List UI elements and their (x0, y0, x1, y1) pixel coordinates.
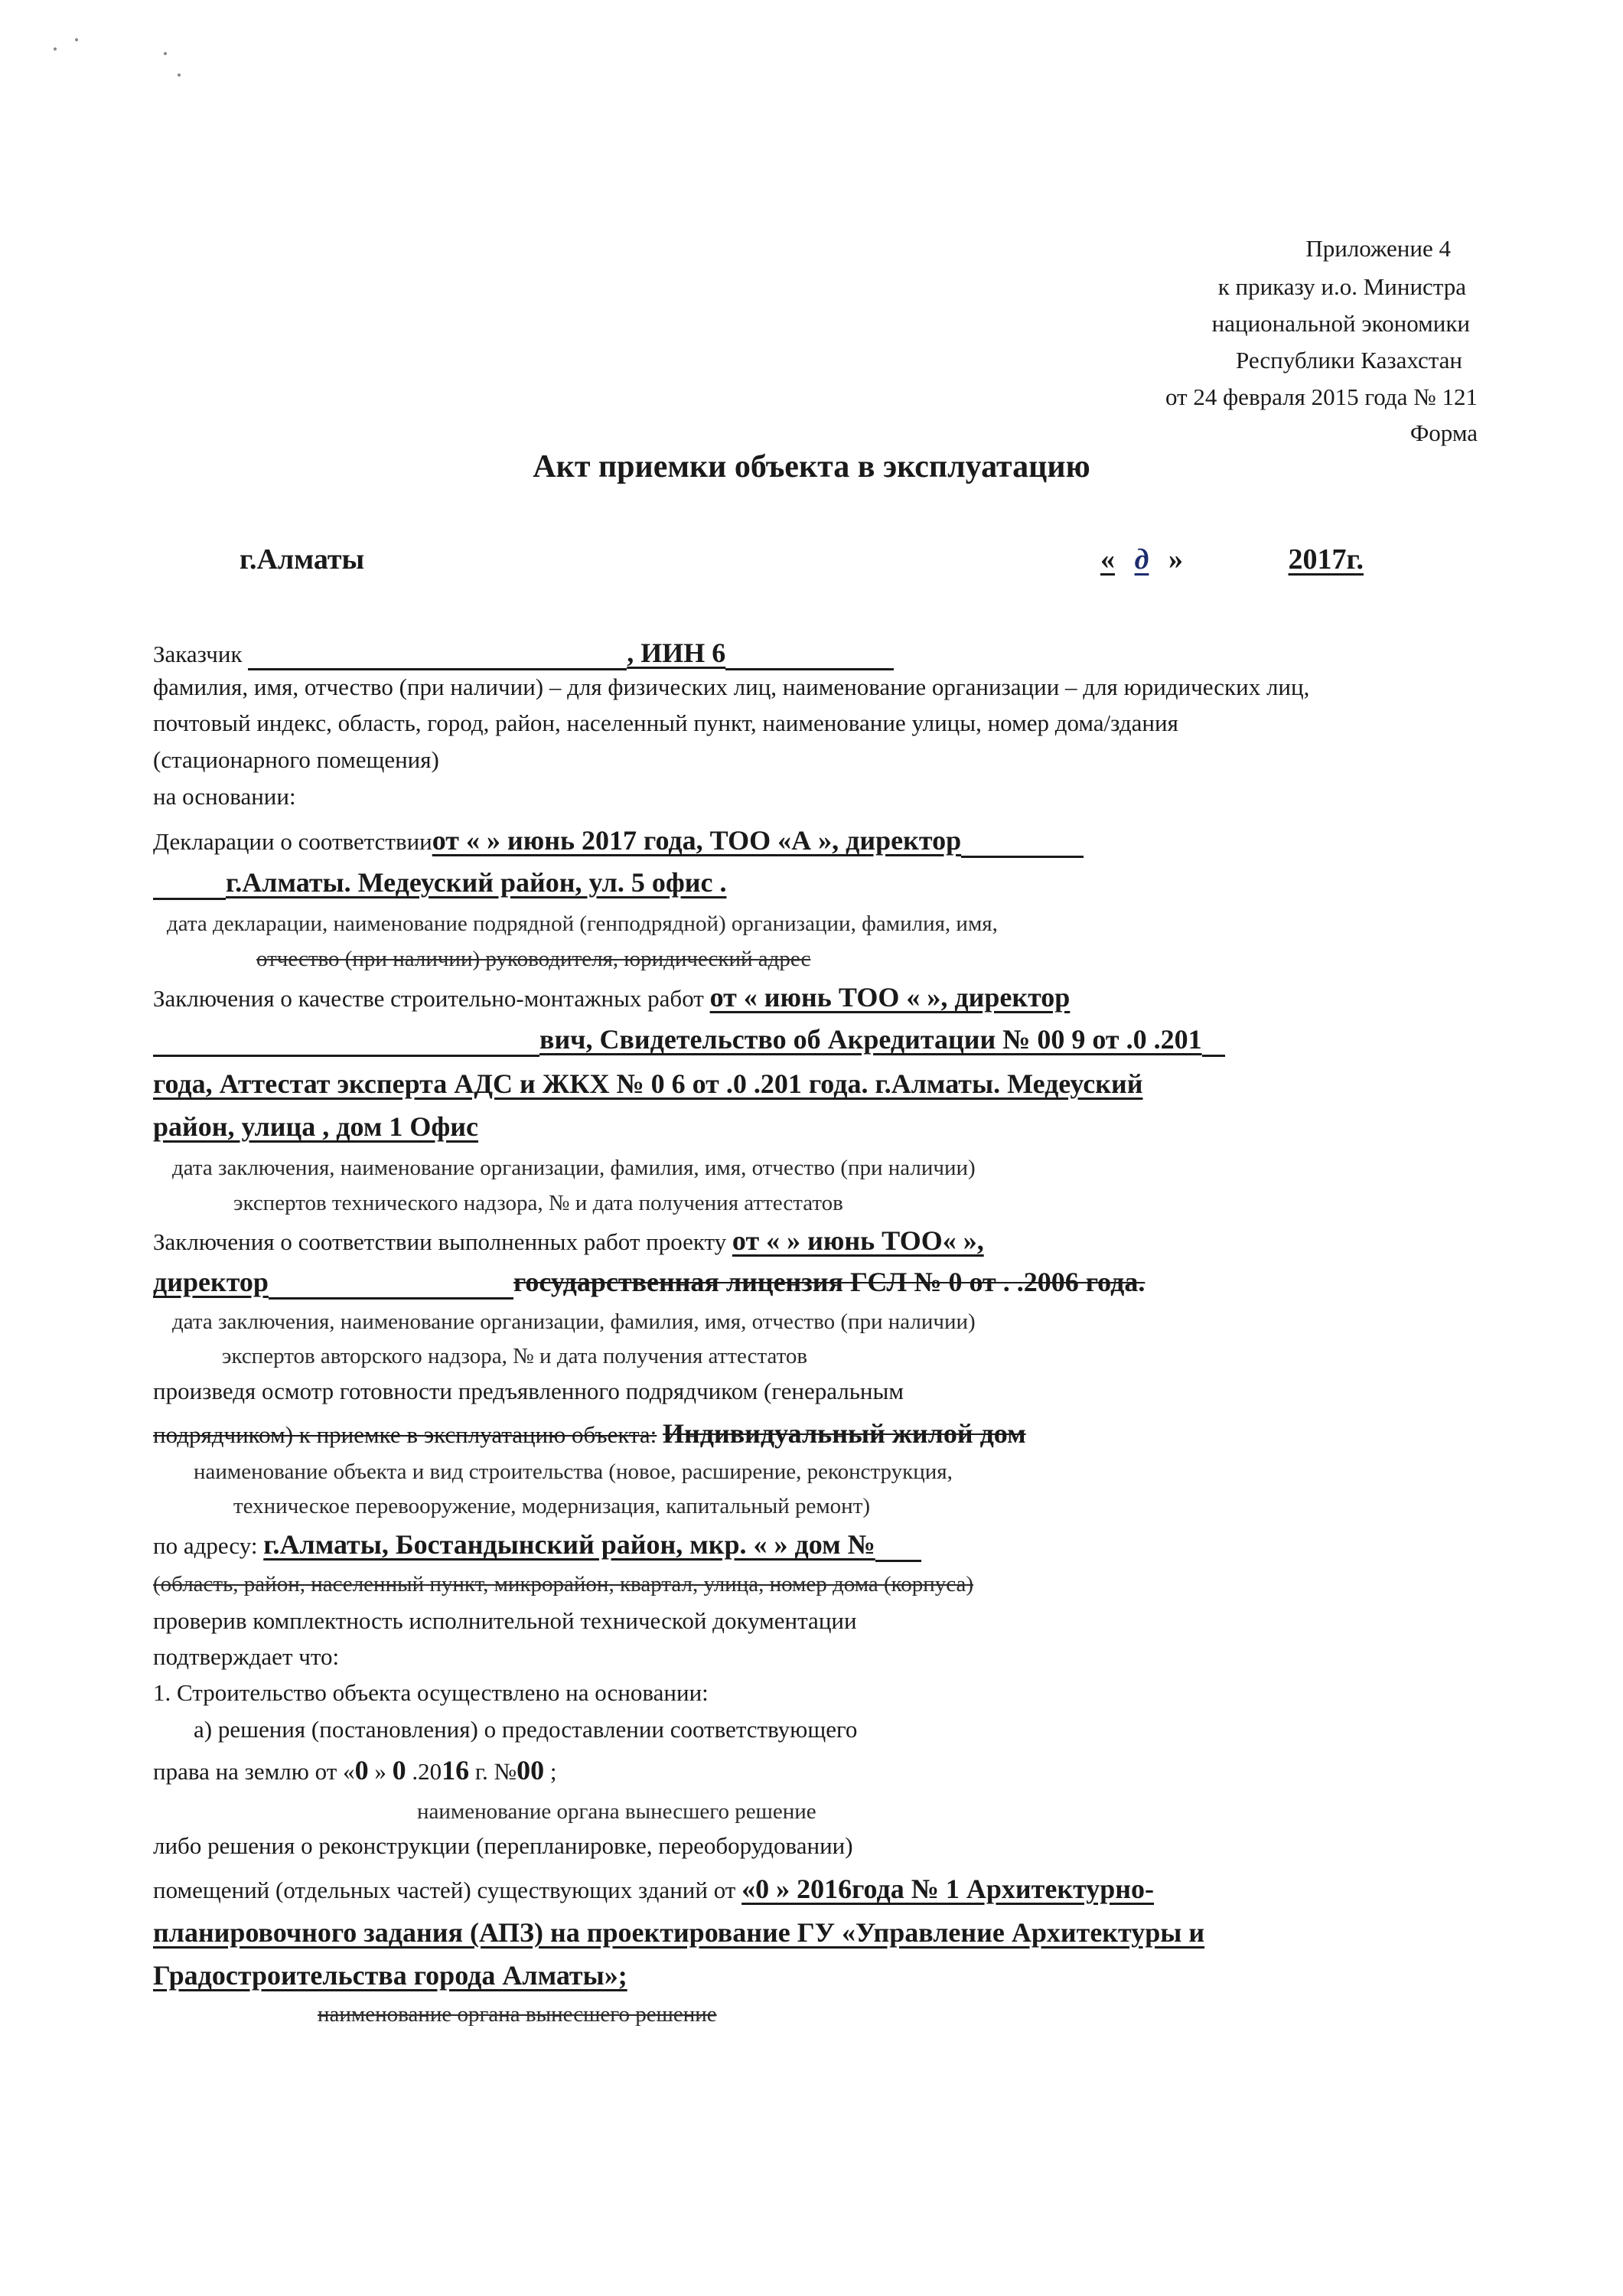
body-line-3: 1. Строительство объекта осуществлено на основании: (153, 1679, 709, 1706)
compliance-license: государственная лицензия ГСЛ № 0 от . .2006 года. (513, 1267, 1146, 1297)
declaration-caption-1: дата декларации, наименование подрядной (генподрядной) организации, фамилия, имя, (167, 912, 998, 936)
scan-speck (164, 52, 167, 55)
land-month: 0 (392, 1755, 406, 1786)
declaration-blank (961, 828, 1084, 858)
land-rights-label: права на землю от « (153, 1758, 355, 1785)
declaration-row (153, 823, 1084, 858)
customer-row (153, 635, 894, 670)
customer-caption-1: фамилия, имя, отчество (при наличии) – для физических лиц, наименование организации – для юридических лиц, (153, 673, 1310, 700)
body-caption-2: наименование органа вынесшего решение (318, 2002, 717, 2027)
body-line-5 (153, 1753, 557, 1788)
address-row (153, 1527, 921, 1562)
compliance-caption-1: дата заключения, наименование организации, фамилия, имя, отчество (при наличии) (172, 1309, 976, 1334)
quality-cert-row (153, 1022, 1225, 1057)
quality-label: Заключения о качестве строительно-монтажных работ (153, 985, 704, 1012)
reconstruction-value: «0 » 2016года № 1 Архитектурно- (741, 1874, 1155, 1904)
scan-speck (178, 73, 181, 77)
customer-iin: , ИИН 6 (627, 638, 726, 668)
page-title: Акт приемки объекта в эксплуатацию (533, 449, 1090, 484)
header-form: Форма (1410, 419, 1478, 446)
basis-label: на основании: (153, 783, 296, 810)
quality-value-2: вич, Свидетельство об Акредитации № 00 9 от .0 .201 (539, 1024, 1202, 1055)
compliance-director: директор (153, 1267, 269, 1297)
body-line-2: подтверждает что: (153, 1643, 340, 1670)
declaration-address-row (153, 865, 726, 900)
body-line-8: планировочного задания (АПЗ) на проектирование ГУ «Управление Архитектуры и (153, 1917, 1205, 1948)
scan-speck (75, 38, 78, 41)
inspection-line-2: подрядчиком) к приемке в эксплуатацию объекта: (153, 1421, 657, 1448)
address-label: по адресу: (153, 1532, 258, 1559)
declaration-caption-2: отчество (при наличии) руководителя, юридический адрес (256, 947, 811, 971)
customer-caption-2: почтовый индекс, область, город, район, населенный пункт, наименование улицы, номер дома/здания (153, 709, 1178, 736)
quality-caption-2: экспертов технического надзора, № и дата получения аттестатов (233, 1191, 843, 1215)
body-line-9: Градостроительства города Алматы»; (153, 1960, 627, 1991)
compliance-value-1: от « » июнь ТОО« », (732, 1225, 984, 1256)
land-quote-close: » (368, 1758, 393, 1785)
address-value: г.Алматы, Бостандынский район, мкр. « » дом № (263, 1529, 875, 1560)
inspection-caption-2: техническое перевооружение, модернизация, капитальный ремонт) (233, 1494, 871, 1518)
body-line-7 (153, 1871, 1154, 1906)
declaration-value-2: г.Алматы. Медеуский район, ул. 5 офис . (226, 867, 727, 898)
body-line-4: а) решения (постановления) о предоставлении соответствующего (194, 1716, 858, 1743)
body-line-6: либо решения о реконструкции (перепланировке, переоборудовании) (153, 1832, 853, 1859)
inspection-object: Индивидуальный жилой дом (663, 1418, 1026, 1449)
land-number-label: г. № (469, 1758, 517, 1785)
quality-cert-blank (1202, 1027, 1225, 1057)
reconstruction-label: помещений (отдельных частей) существующих зданий от (153, 1877, 736, 1903)
compliance-director-blank (269, 1270, 513, 1300)
header-date: от 24 февраля 2015 года № 121 (1165, 383, 1478, 410)
land-year-prefix: .20 (406, 1758, 442, 1785)
compliance-caption-2: экспертов авторского надзора, № и дата получения аттестатов (222, 1344, 808, 1368)
declaration-label: Декларации о соответствии (153, 828, 432, 855)
body-caption-1: наименование органа вынесшего решение (417, 1799, 816, 1824)
address-blank (875, 1532, 921, 1562)
customer-label: Заказчик (153, 641, 243, 667)
body-line-1: проверив комплектность исполнительной технической документации (153, 1607, 857, 1634)
quality-value-4: район, улица , дом 1 Офис (153, 1111, 478, 1142)
land-number: 00 (517, 1755, 545, 1786)
quality-value-1: от « июнь ТОО « », директор (709, 982, 1071, 1013)
header-ministry: национальной экономики (1211, 310, 1470, 337)
date-close-quote: » (1168, 543, 1183, 576)
declaration-value-1: от « » июнь 2017 года, ТОО «А », директор (432, 825, 962, 856)
land-year: 16 (442, 1755, 470, 1786)
compliance-label: Заключения о соответствии выполненных работ проекту (153, 1228, 727, 1255)
date-day-handwritten: д (1134, 543, 1149, 576)
date-year: 2017г. (1288, 543, 1364, 576)
compliance-row (153, 1223, 984, 1258)
city: г.Алматы (240, 543, 365, 576)
quality-value-3: года, Аттестат эксперта АДС и ЖКХ № 0 6 от .0 .201 года. г.Алматы. Медеуский (153, 1068, 1143, 1099)
land-terminator: ; (544, 1758, 557, 1785)
declaration-address-blank (153, 870, 226, 900)
land-day: 0 (354, 1755, 369, 1786)
inspection-line-1: произведя осмотр готовности предъявленного подрядчиком (генеральным (153, 1378, 904, 1404)
quality-director-blank (153, 1027, 539, 1057)
quality-row (153, 980, 1070, 1015)
customer-name-blank (248, 641, 627, 670)
compliance-license-row (153, 1264, 1145, 1300)
document-date (1100, 542, 1364, 577)
header-republic: Республики Казахстан (1236, 347, 1462, 373)
address-caption: (область, район, населенный пункт, микрорайон, квартал, улица, номер дома (корпуса) (153, 1572, 974, 1596)
customer-iin-blank (725, 641, 894, 670)
customer-caption-3: (стационарного помещения) (153, 746, 439, 773)
date-open-quote: « (1100, 543, 1115, 576)
inspection-caption-1: наименование объекта и вид строительства (новое, расширение, реконструкция, (194, 1459, 953, 1484)
inspection-row (153, 1416, 1026, 1451)
header-appendix: Приложение 4 (1305, 235, 1451, 262)
scan-speck (54, 47, 57, 51)
header-order: к приказу и.о. Министра (1217, 273, 1466, 300)
quality-caption-1: дата заключения, наименование организации, фамилия, имя, отчество (при наличии) (172, 1156, 976, 1180)
